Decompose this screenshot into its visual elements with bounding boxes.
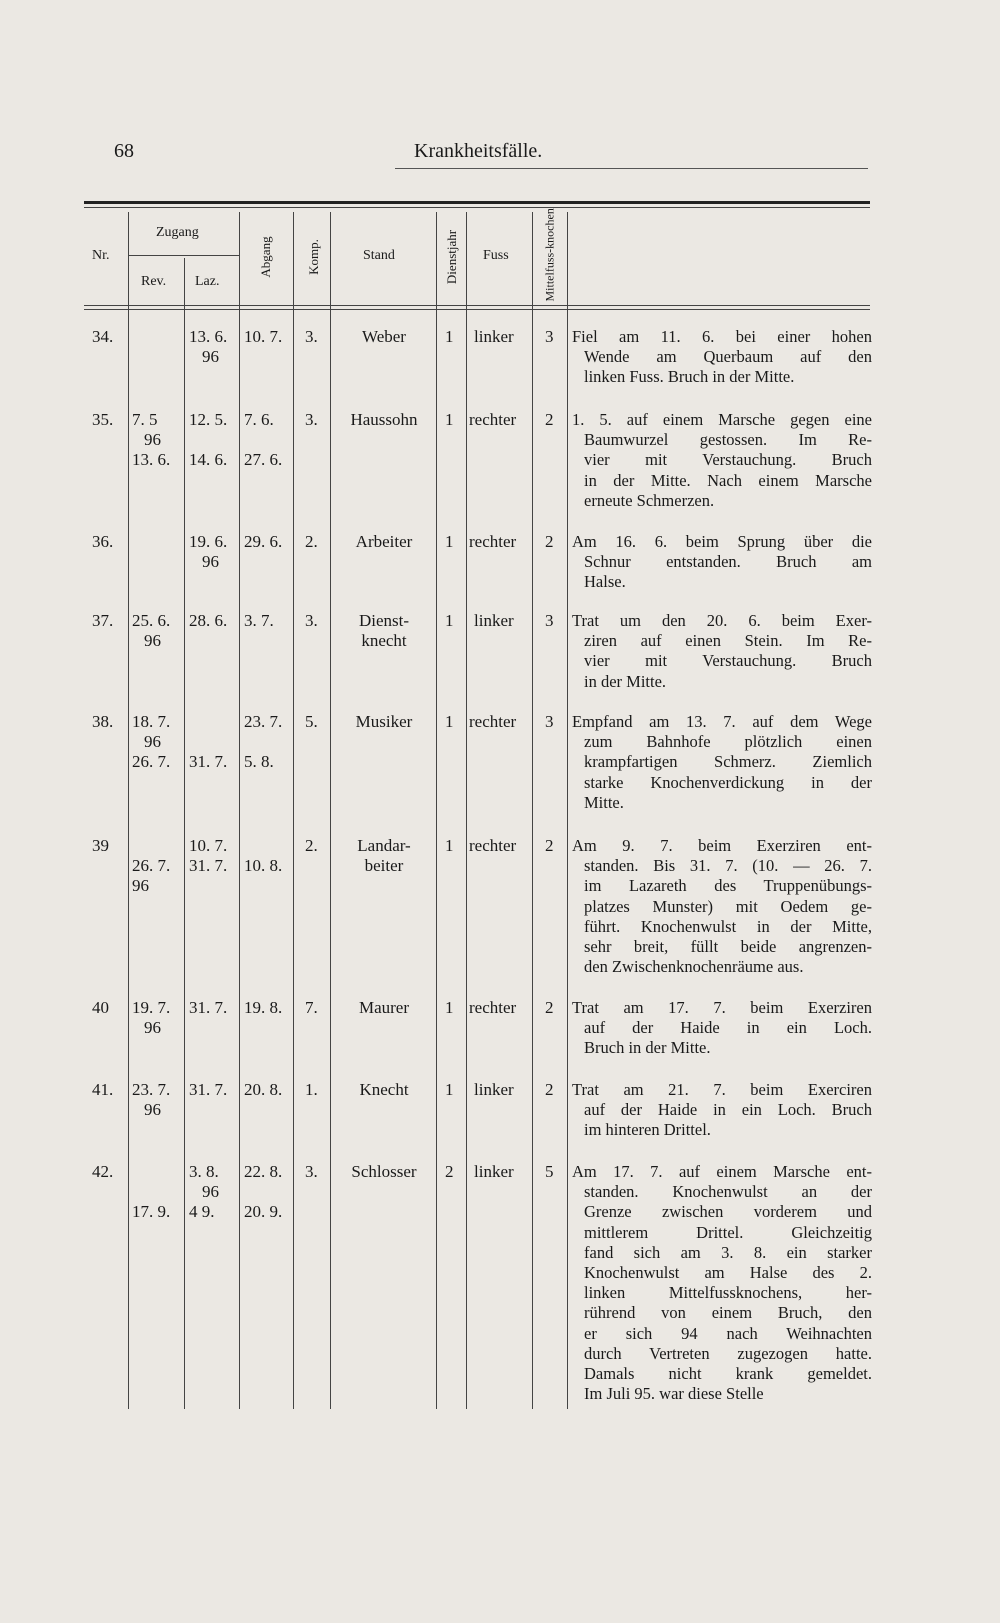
cell-dienstjahr: 1 bbox=[445, 327, 454, 346]
remark-line: fand sich am 3. 8. ein starker bbox=[584, 1242, 872, 1262]
remark-line: platzes Munster) mit Oedem ge- bbox=[584, 896, 872, 916]
cell-mittelfussknochen: 3 bbox=[545, 327, 554, 346]
remark-line: Damals nicht krank gemeldet. bbox=[584, 1364, 872, 1384]
remark-line: erneute Schmerzen. bbox=[584, 490, 715, 510]
cell-dienstjahr: 1 bbox=[445, 1080, 454, 1099]
header-abgang: Abgang bbox=[258, 236, 273, 278]
remark-line: Knochenwulst am Halse des 2. bbox=[584, 1263, 872, 1283]
cell-abgang: 29. 6. bbox=[244, 532, 283, 551]
header-nr: Nr. bbox=[92, 248, 110, 263]
cell-komp: 3. bbox=[305, 1162, 318, 1181]
remark-line: er sich 94 nach Weihnachten bbox=[584, 1323, 872, 1343]
remark-line: in der Mitte. Nach einem Marsche bbox=[584, 470, 872, 490]
row-number: 36. bbox=[92, 532, 114, 551]
remark-line: Bruch in der Mitte. bbox=[584, 1038, 711, 1058]
cell-rev: 26. 7. bbox=[132, 856, 171, 876]
cell-fuss: linker bbox=[474, 1162, 514, 1181]
row-number: 41. bbox=[92, 1080, 114, 1099]
cell-remark bbox=[572, 532, 872, 593]
cell-remark bbox=[572, 327, 872, 388]
col-rule bbox=[128, 212, 129, 1409]
cell-fuss: rechter bbox=[469, 532, 517, 551]
cell-remark bbox=[572, 998, 872, 1059]
cell-abgang: 19. 8. bbox=[244, 998, 283, 1017]
remark-line: zum Bahnhofe plötzlich einen bbox=[584, 732, 872, 752]
remark-line: sehr breit, füllt beide angrenzen- bbox=[584, 937, 872, 957]
cell-mittelfussknochen: 3 bbox=[545, 611, 554, 630]
remark-line: ziren auf einen Stein. Im Re- bbox=[584, 631, 872, 651]
remark-line: den Zwischenknochenräume aus. bbox=[584, 957, 804, 977]
cell-laz: 19. 6. bbox=[189, 532, 228, 551]
remark-line: Halse. bbox=[584, 572, 626, 592]
cell-abgang: 23. 7. bbox=[244, 712, 283, 731]
cell-rev: 96 bbox=[144, 631, 161, 651]
zugang-sub-rule bbox=[129, 255, 239, 256]
cell-komp: 3. bbox=[305, 327, 318, 346]
remark-line: führt. Knochenwulst in der Mitte, bbox=[584, 916, 872, 936]
cell-mittelfussknochen: 2 bbox=[545, 998, 554, 1017]
col-rule bbox=[239, 212, 240, 1409]
cell-laz: 96 bbox=[202, 1182, 219, 1202]
col-rule bbox=[567, 212, 568, 1409]
remark-line: Am 16. 6. beim Sprung über die bbox=[572, 532, 872, 551]
cell-rev: 96 bbox=[144, 1100, 161, 1120]
cell-abgang: 27. 6. bbox=[244, 450, 283, 470]
page-number: 68 bbox=[114, 140, 134, 162]
row-number: 37. bbox=[92, 611, 114, 630]
remark-line: Trat um den 20. 6. beim Exer- bbox=[572, 611, 872, 630]
cell-rev: 96 bbox=[144, 430, 161, 450]
row-number: 39 bbox=[92, 836, 109, 855]
cell-rev: 7. 5 bbox=[132, 410, 158, 429]
cell-laz: 31. 7. bbox=[189, 998, 228, 1017]
cell-stand: Arbeiter bbox=[355, 532, 413, 551]
remark-line: Am 17. 7. auf einem Marsche ent- bbox=[572, 1162, 872, 1181]
row-number: 38. bbox=[92, 712, 114, 731]
cell-rev: 96 bbox=[144, 732, 161, 752]
header-bottom-rule bbox=[84, 305, 870, 306]
cell-remark bbox=[572, 1162, 872, 1404]
remark-line: standen. Bis 31. 7. (10. — 26. 7. bbox=[584, 856, 872, 876]
cell-laz: 12. 5. bbox=[189, 410, 228, 429]
cell-rev: 96 bbox=[144, 1018, 161, 1038]
cell-fuss: rechter bbox=[469, 410, 517, 429]
cell-laz: 96 bbox=[202, 347, 219, 367]
col-rule bbox=[184, 258, 185, 1409]
cell-rev: 19. 7. bbox=[132, 998, 171, 1017]
cell-stand: Maurer bbox=[358, 998, 410, 1017]
cell-remark bbox=[572, 611, 872, 692]
remark-line: in der Mitte. bbox=[584, 671, 667, 691]
remark-line: Empfand am 13. 7. auf dem Wege bbox=[572, 712, 872, 731]
cell-mittelfussknochen: 3 bbox=[545, 712, 554, 731]
cell-dienstjahr: 1 bbox=[445, 410, 454, 429]
cell-remark bbox=[572, 712, 872, 813]
cell-fuss: linker bbox=[474, 611, 514, 630]
cell-fuss: rechter bbox=[469, 998, 517, 1017]
remark-line: krampfartigen Schmerz. Ziemlich bbox=[584, 752, 872, 772]
cell-stand: Schlosser bbox=[351, 1162, 417, 1181]
cell-dienstjahr: 1 bbox=[445, 532, 454, 551]
cell-rev: 18. 7. bbox=[132, 712, 171, 731]
cell-mittelfussknochen: 5 bbox=[545, 1162, 554, 1181]
cell-fuss: rechter bbox=[469, 836, 517, 855]
cell-mittelfussknochen: 2 bbox=[545, 836, 554, 855]
cell-fuss: linker bbox=[474, 327, 514, 346]
cell-laz: 3. 8. bbox=[189, 1162, 219, 1181]
cell-mittelfussknochen: 2 bbox=[545, 1080, 554, 1099]
header-laz: Laz. bbox=[195, 274, 220, 289]
cell-laz: 4 9. bbox=[189, 1202, 215, 1222]
cell-stand: Weber bbox=[362, 327, 406, 346]
cell-fuss: linker bbox=[474, 1080, 514, 1099]
remark-line: mittlerem Drittel. Gleichzeitig bbox=[584, 1222, 872, 1242]
remark-line: standen. Knochenwulst an der bbox=[584, 1182, 872, 1202]
cell-laz: 28. 6. bbox=[189, 611, 228, 630]
cell-dienstjahr: 1 bbox=[445, 712, 454, 731]
cell-rev: 23. 7. bbox=[132, 1080, 171, 1099]
remark-line: vier mit Verstauchung. Bruch bbox=[584, 651, 872, 671]
remark-line: Trat am 17. 7. beim Exerziren bbox=[572, 998, 872, 1017]
cell-rev: 96 bbox=[132, 876, 149, 896]
cell-laz: 13. 6. bbox=[189, 327, 228, 346]
cell-stand: Landar- bbox=[357, 836, 411, 855]
remark-line: linken Fuss. Bruch in der Mitte. bbox=[584, 367, 795, 387]
remark-line: Wende am Querbaum auf den bbox=[584, 347, 872, 367]
cell-remark bbox=[572, 1080, 872, 1141]
cell-abgang: 5. 8. bbox=[244, 752, 274, 772]
remark-line: Mitte. bbox=[584, 792, 624, 812]
remark-line: starke Knochenverdickung in der bbox=[584, 772, 872, 792]
remark-line: Fiel am 11. 6. bei einer hohen bbox=[572, 327, 872, 346]
title-rule bbox=[395, 168, 868, 169]
row-number: 40 bbox=[92, 998, 109, 1017]
col-rule bbox=[436, 212, 437, 1409]
remark-line: auf der Haide in ein Loch. bbox=[584, 1018, 872, 1038]
cell-remark bbox=[572, 836, 872, 977]
cell-komp: 1. bbox=[305, 1080, 318, 1099]
col-rule bbox=[532, 212, 533, 1409]
remark-line: Im Juli 95. war diese Stelle bbox=[584, 1384, 764, 1404]
cell-remark bbox=[572, 410, 872, 511]
cell-abgang: 10. 7. bbox=[244, 327, 283, 346]
cell-komp: 3. bbox=[305, 611, 318, 630]
cell-abgang: 7. 6. bbox=[244, 410, 274, 429]
header-dienstjahr: Dienstjahr bbox=[444, 229, 459, 285]
cell-komp: 2. bbox=[305, 532, 318, 551]
page-title: Krankheitsfälle. bbox=[414, 140, 543, 162]
cell-rev: 13. 6. bbox=[132, 450, 171, 470]
remark-line: 1. 5. auf einem Marsche gegen eine bbox=[572, 410, 872, 429]
cell-dienstjahr: 1 bbox=[445, 998, 454, 1017]
cell-fuss: rechter bbox=[469, 712, 517, 731]
cell-komp: 2. bbox=[305, 836, 318, 855]
row-number: 42. bbox=[92, 1162, 114, 1181]
cell-komp: 5. bbox=[305, 712, 318, 731]
cell-stand: Musiker bbox=[355, 712, 413, 731]
table-top-rule-thin bbox=[84, 207, 870, 208]
cell-dienstjahr: 1 bbox=[445, 836, 454, 855]
cell-dienstjahr: 1 bbox=[445, 611, 454, 630]
header-bottom-rule-2 bbox=[84, 309, 870, 310]
remark-line: durch Vertreten zugezogen hatte. bbox=[584, 1343, 872, 1363]
cell-abgang: 3. 7. bbox=[244, 611, 274, 630]
remark-line: linken Mittelfussknochens, her- bbox=[584, 1283, 872, 1303]
cell-stand: beiter bbox=[364, 856, 404, 876]
remark-line: Grenze zwischen vorderem und bbox=[584, 1202, 872, 1222]
cell-mittelfussknochen: 2 bbox=[545, 410, 554, 429]
cell-rev: 17. 9. bbox=[132, 1202, 171, 1222]
header-fuss: Fuss bbox=[483, 248, 509, 263]
cell-stand: knecht bbox=[361, 631, 407, 651]
cell-komp: 7. bbox=[305, 998, 318, 1017]
col-rule bbox=[466, 212, 467, 1409]
header-mittelfussknochen: Mittelfuss-knochen bbox=[542, 208, 557, 302]
cell-laz: 31. 7. bbox=[189, 752, 228, 772]
cell-abgang: 20. 8. bbox=[244, 1080, 283, 1099]
cell-abgang: 10. 8. bbox=[244, 856, 283, 876]
cell-stand: Dienst- bbox=[358, 611, 410, 630]
cell-rev: 25. 6. bbox=[132, 611, 171, 630]
remark-line: rührend von einem Bruch, den bbox=[584, 1303, 872, 1323]
remark-line: auf der Haide in ein Loch. Bruch bbox=[584, 1100, 872, 1120]
cell-rev: 26. 7. bbox=[132, 752, 171, 772]
col-rule bbox=[330, 212, 331, 1409]
remark-line: Trat am 21. 7. beim Exerciren bbox=[572, 1080, 872, 1099]
cell-dienstjahr: 2 bbox=[445, 1162, 454, 1181]
cell-laz: 10. 7. bbox=[189, 836, 228, 855]
cell-abgang: 20. 9. bbox=[244, 1202, 283, 1222]
cell-stand: Haussohn bbox=[350, 410, 418, 429]
header-komp: Komp. bbox=[306, 239, 321, 275]
header-stand: Stand bbox=[363, 248, 395, 263]
cell-abgang: 22. 8. bbox=[244, 1162, 283, 1181]
cell-mittelfussknochen: 2 bbox=[545, 532, 554, 551]
remark-line: im hinteren Drittel. bbox=[584, 1120, 711, 1140]
cell-stand: Knecht bbox=[359, 1080, 409, 1099]
cell-komp: 3. bbox=[305, 410, 318, 429]
remark-line: im Lazareth des Truppenübungs- bbox=[584, 876, 872, 896]
remark-line: Baumwurzel gestossen. Im Re- bbox=[584, 430, 872, 450]
row-number: 35. bbox=[92, 410, 114, 429]
cell-laz: 31. 7. bbox=[189, 1080, 228, 1099]
remark-line: vier mit Verstauchung. Bruch bbox=[584, 450, 872, 470]
cell-laz: 31. 7. bbox=[189, 856, 228, 876]
cell-laz: 96 bbox=[202, 552, 219, 572]
remark-line: Schnur entstanden. Bruch am bbox=[584, 552, 872, 572]
header-zugang: Zugang bbox=[156, 225, 199, 240]
col-rule bbox=[293, 212, 294, 1409]
table-top-rule bbox=[84, 201, 870, 204]
row-number: 34. bbox=[92, 327, 114, 346]
header-rev: Rev. bbox=[141, 274, 167, 289]
cell-laz: 14. 6. bbox=[189, 450, 228, 470]
remark-line: Am 9. 7. beim Exerziren ent- bbox=[572, 836, 872, 855]
